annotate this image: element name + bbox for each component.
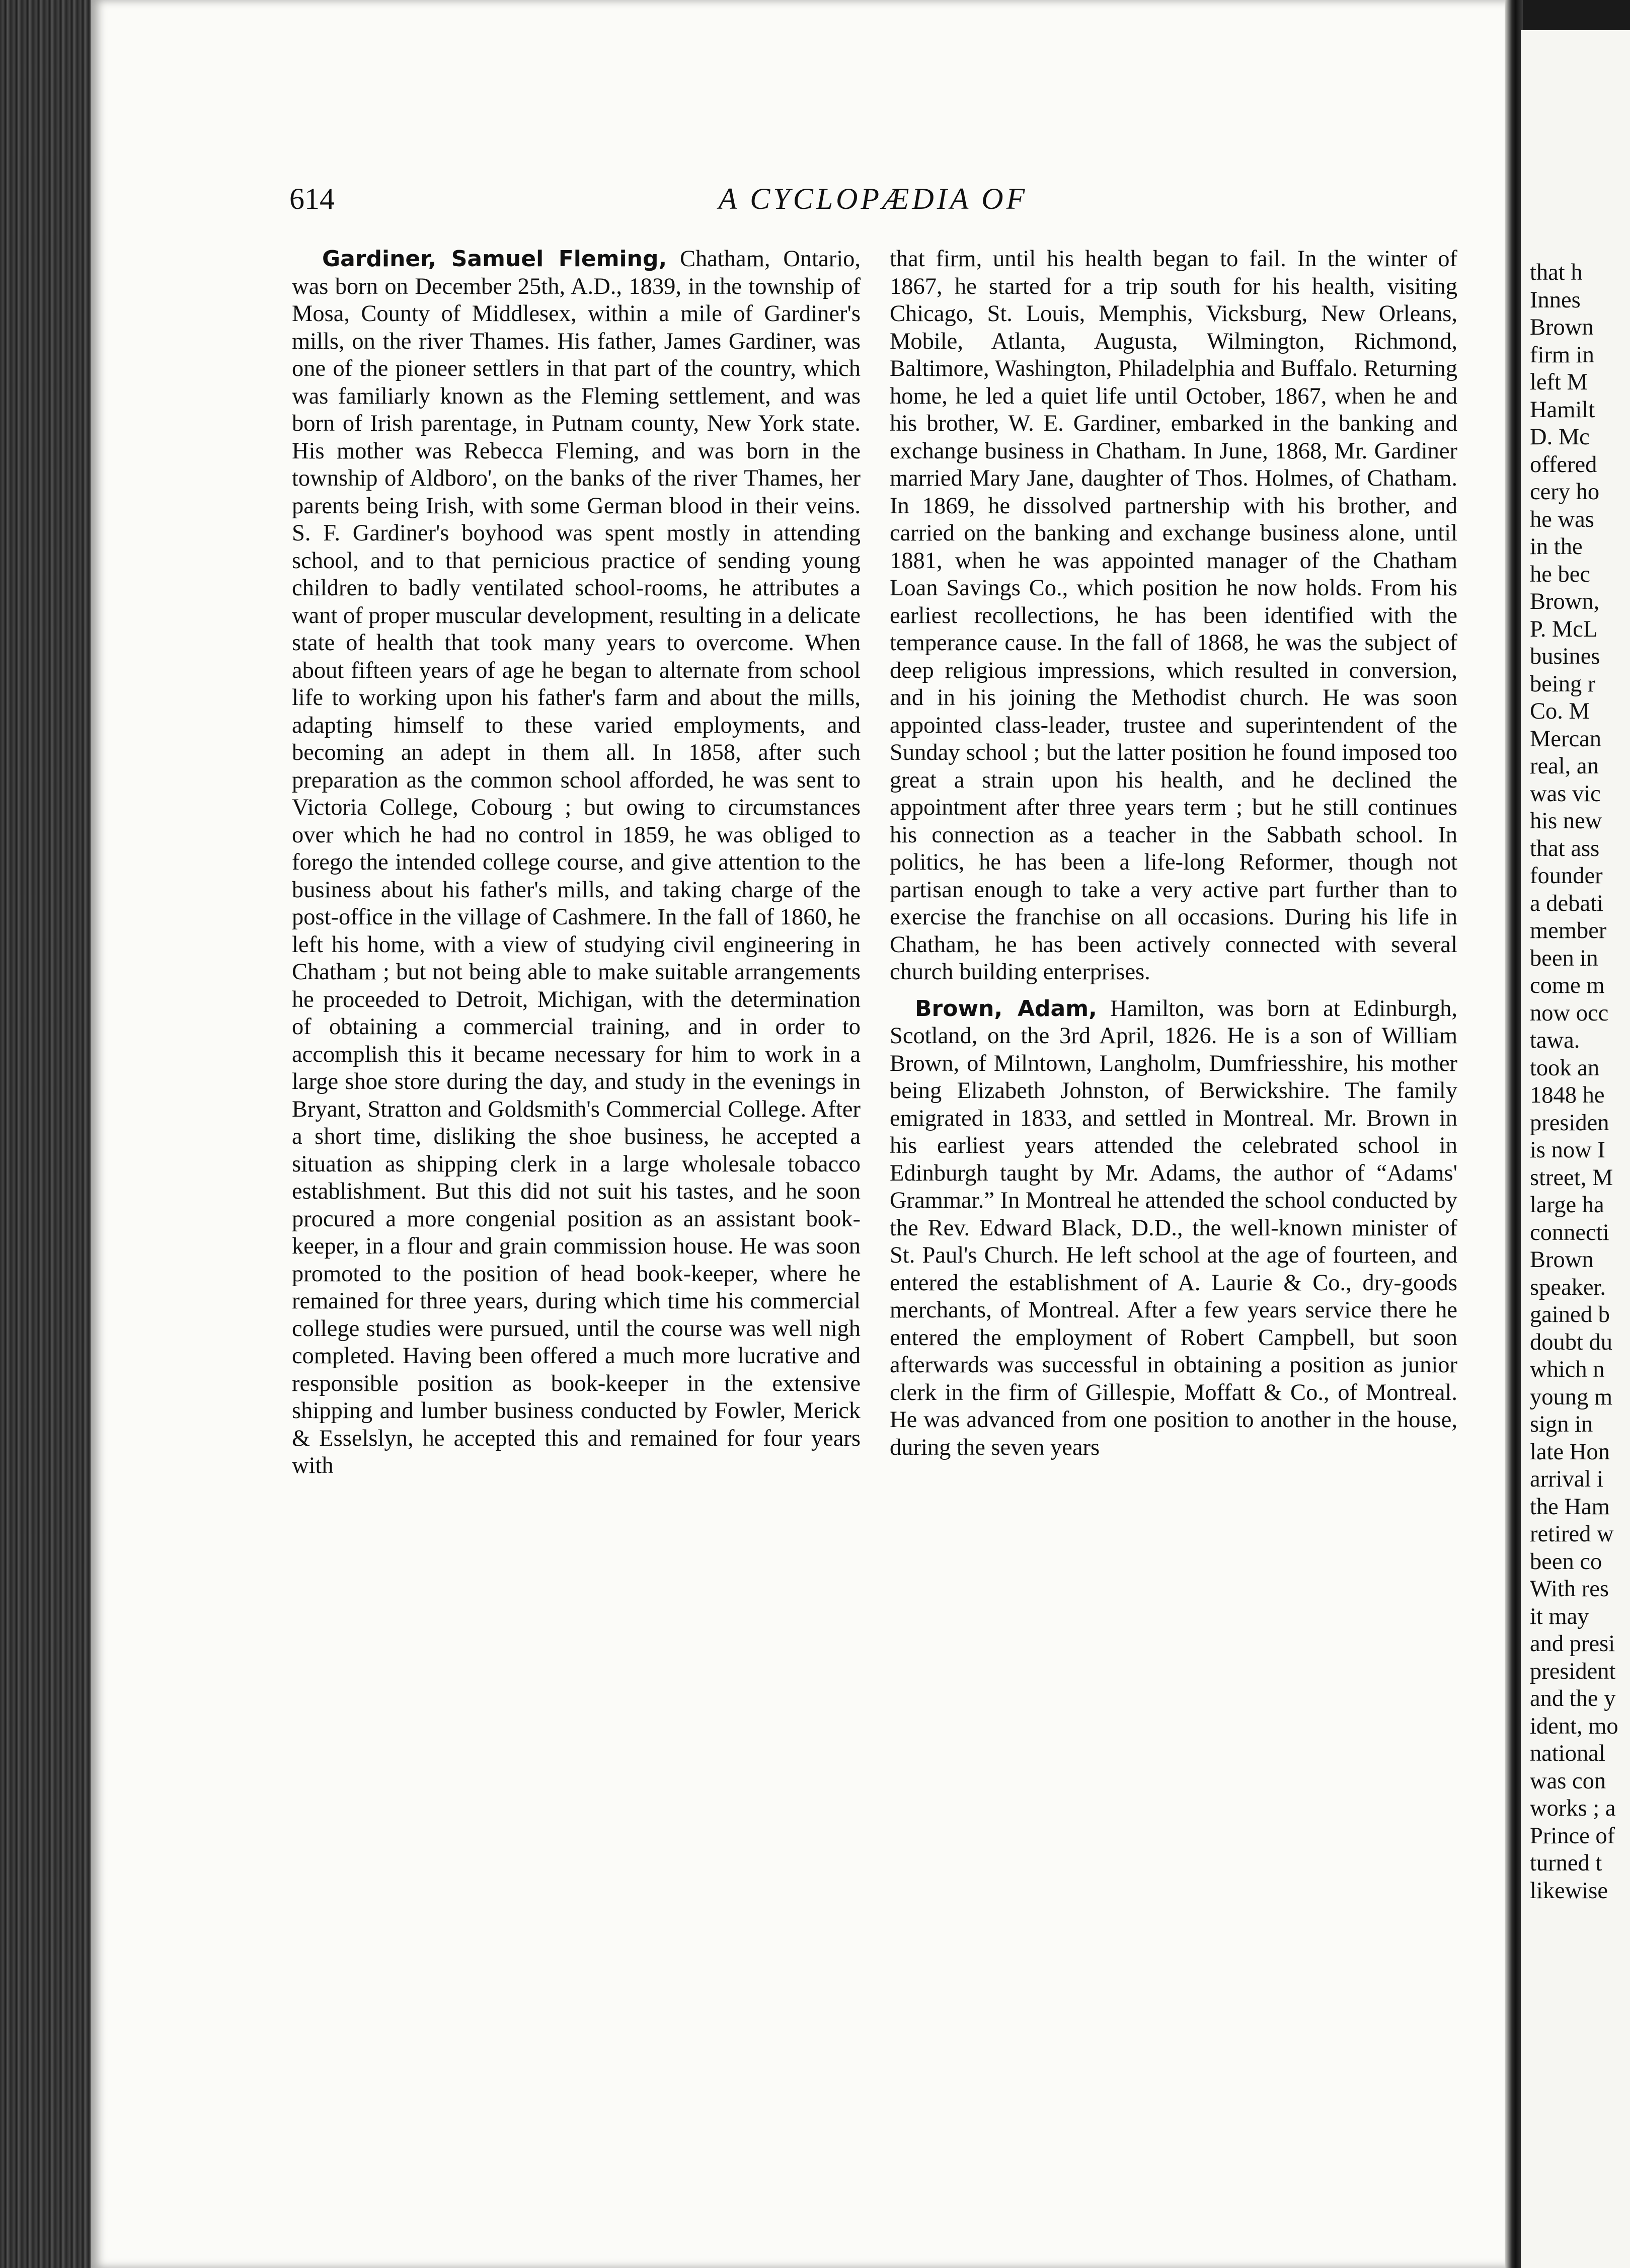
facing-page-line: and the y [1530,1686,1616,1711]
facing-page [1521,30,1630,2268]
facing-page-line: Co. M [1530,698,1590,724]
facing-page-line: in the [1530,534,1583,560]
facing-page-line: Hamilt [1530,397,1595,423]
facing-page-line: come m [1530,973,1605,998]
facing-page-line: being r [1530,671,1596,697]
facing-page-line: been in [1530,945,1598,971]
facing-page-line: connecti [1530,1219,1609,1245]
facing-page-line: president [1530,1658,1616,1684]
running-title: A CYCLOPÆDIA OF [718,182,1028,215]
column-left [292,246,861,1480]
entry-gardiner-continued: that firm, until his health began to fail. In the winter of 1867, he started for a trip south for his health, visiting Chicago, St. Louis, Memphis, Vicksburg, New Orleans, Mobile, Atlanta, Augusta, Wilmington, Richmond, Baltimore, Washington, Philadelphia and Buffalo. Returning home, he led a quiet life until October, 1867, when he and his brother, W. E. Gardiner, embarked in the banking and exchange business in Chatham. In June, 1868, Mr. Gardiner married Mary Jane, daughter of Thos. Holmes, of Chatham. In 1869, he dissolved partnership with his brother, and carried on the banking and exchange business alone, until 1881, when he was appointed manager of the Chatham Loan Savings Co., which position he now holds. From his earliest recollections, he has been identified with the temperance cause. In the fall of 1868, he was the subject of deep religious impressions, which resulted in conversion, and in his joining the Methodist church. He was soon appointed class-leader, trustee and superintendent of the Sunday school ; but the latter position he found imposed too great a strain upon his health, and he declined the appointment after three years term ; but he still continues his connection as a teacher in the Sabbath school. In politics, he has been a life-long Reformer, though not partisan enough to take a very active part further than to exercise the franchise on all occasions. During his life in Chatham, he has been actively connected with several church building enterprises. [890,246,1457,985]
facing-page-line: ident, mo [1530,1713,1618,1739]
facing-page-line: was con [1530,1768,1606,1794]
entry-gardiner [292,246,861,1480]
facing-page-line: gained b [1530,1302,1610,1327]
facing-page-line: firm in [1530,342,1594,368]
facing-page-line: P. McL [1530,616,1598,642]
entry-body-gardiner: Chatham, Ontario, was born on December 25th, A.D., 1839, in the township of Mosa, County of Middlesex, within a mile of Gardiner's mills, on the river Thames. His father, James Gardiner, was one of the pioneer settlers in that part of the country, which was familiarly known as the Fleming settlement, and was born of Irish parentage, in Putnam county, New York state. His mother was Rebecca Fleming, and was born in the township of Aldboro', on the banks of the river Thames, her parents being Irish, with some German blood in their veins. S. F. Gardiner's boyhood was spent mostly in attending school, and to that pernicious practice of sending young children to badly ventilated school-rooms, he attributes a want of proper muscular development, resulting in a delicate state of health that took many years to overcome. When about fifteen years of age he began to alternate from school life to working upon his father's farm and about the mills, adapting himself to these varied employments, and becoming an adept in them all. In 1858, after such preparation as the common school afforded, he was sent to Victoria College, Cobourg ; but owing to circumstances over which he had no control in 1859, he was obliged to forego the intended college course, and give attention to the business about his father's mills, and taking charge of the post-office in the village of Cashmere. In the fall of 1860, he left his home, with a view of studying civil engineering in Chatham ; but not being able to make suitable arrangements he proceeded to Detroit, Michigan, with the determination of obtaining a commercial training, and in order to accomplish this it became necessary for him to work in a large shoe store during the day, and study in the evenings in Bryant, Stratton and Goldsmith's Commercial College. After a short time, disliking the shoe business, he accepted a situation as shipping clerk in a large wholesale tobacco establishment. But this did not suit his tastes, and he soon procured a more congenial position as an assistant book-keeper, in a flour and grain commission house. He was soon promoted to the position of head book-keeper, where he remained for three years, during which time his commercial college studies were pursued, until the course was well nigh completed. Having been offered a much more lucrative and responsible position as book-keeper in the extensive shipping and lumber business conducted by Fowler, Merick & Esselslyn, he accepted this and remained for four years with [292,246,861,1478]
scan-left-edge [0,0,101,2268]
facing-page-line: D. Mc [1530,424,1590,450]
running-head [289,179,1457,219]
entry-heading-gardiner: Gardiner, Samuel Fleming, [322,246,667,272]
facing-page-line: Mercan [1530,726,1601,752]
facing-page-line: a debati [1530,890,1603,916]
facing-page-line: real, an [1530,753,1599,779]
book-gutter [1505,0,1523,2268]
facing-page-line: Brown [1530,1247,1594,1273]
facing-page-line: founder [1530,863,1603,889]
facing-page-line: Brown [1530,315,1594,340]
facing-page-line: turned t [1530,1850,1602,1876]
facing-page-line: busines [1530,644,1600,669]
facing-page-line: arrival i [1530,1466,1603,1492]
facing-page-line: tawa. [1530,1028,1580,1053]
facing-page-line: works ; a [1530,1795,1616,1821]
facing-page-line: doubt du [1530,1329,1613,1355]
facing-page-line: retired w [1530,1521,1614,1547]
facing-page-line: that h [1530,260,1583,285]
facing-page-line: took an [1530,1055,1600,1081]
entry-body-brown: Hamilton, was born at Edinburgh, Scotland, on the 3rd April, 1826. He is a son of William Brown, of Milntown, Langholm, Dumfriesshire, his mother being Elizabeth Johnston, of Berwickshire. The family emigrated in 1833, and settled in Montreal. Mr. Brown in his earliest years attended the celebrated school in Edinburgh taught by Mr. Adams, the author of “Adams' Grammar.” In Montreal he attended the school conducted by the Rev. Edward Black, D.D., the well-known minister of St. Paul's Church. He left school at the age of fourteen, and entered the establishment of A. Laurie & Co., dry-goods merchants, of Montreal. After a few years service there he entered the employment of Robert Campbell, but soon afterwards was successful in obtaining a position as junior clerk in the firm of Gillespie, Moffatt & Co., of Montreal. He was advanced from one position to another in the house, during the seven years [890,995,1457,1460]
facing-page-line: he bec [1530,561,1591,587]
entry-heading-brown: Brown, Adam, [915,995,1097,1022]
facing-page-line: and presi [1530,1631,1615,1657]
facing-page-line: the Ham [1530,1494,1610,1520]
facing-page-text [1530,259,1618,1905]
facing-page-line: been co [1530,1548,1602,1575]
facing-page-line: his new [1530,808,1602,834]
facing-page-line: it may [1530,1603,1589,1629]
facing-page-line: large ha [1530,1192,1604,1218]
facing-page-line: now occ [1530,1000,1609,1026]
facing-page-line: 1848 he [1530,1082,1605,1108]
facing-page-line: speaker. [1530,1274,1606,1300]
facing-page-line: national [1530,1741,1605,1766]
facing-page-line: young m [1530,1384,1613,1410]
facing-page-line: With res [1530,1576,1609,1602]
facing-page-line: presiden [1530,1110,1609,1136]
facing-page-line: left M [1530,369,1588,395]
entry-brown [890,995,1457,1462]
facing-page-line: Brown, [1530,589,1600,614]
facing-page-line: Prince of [1530,1823,1615,1849]
facing-page-line: street, M [1530,1164,1613,1191]
facing-page-line: which n [1530,1357,1605,1382]
column-right [890,246,1457,1461]
facing-page-line: member [1530,918,1607,944]
facing-page-line: Innes [1530,287,1581,313]
facing-page-line: is now I [1530,1137,1605,1163]
facing-page-line: likewise [1530,1878,1608,1904]
facing-page-line: he was [1530,506,1594,532]
facing-page-line: late Hon [1530,1439,1610,1465]
facing-page-line: was vic [1530,780,1601,807]
facing-page-line: sign in [1530,1412,1593,1437]
facing-page-line: cery ho [1530,479,1600,505]
page-number: 614 [289,182,335,215]
facing-page-line: offered [1530,451,1597,478]
facing-page-line: that ass [1530,835,1600,862]
